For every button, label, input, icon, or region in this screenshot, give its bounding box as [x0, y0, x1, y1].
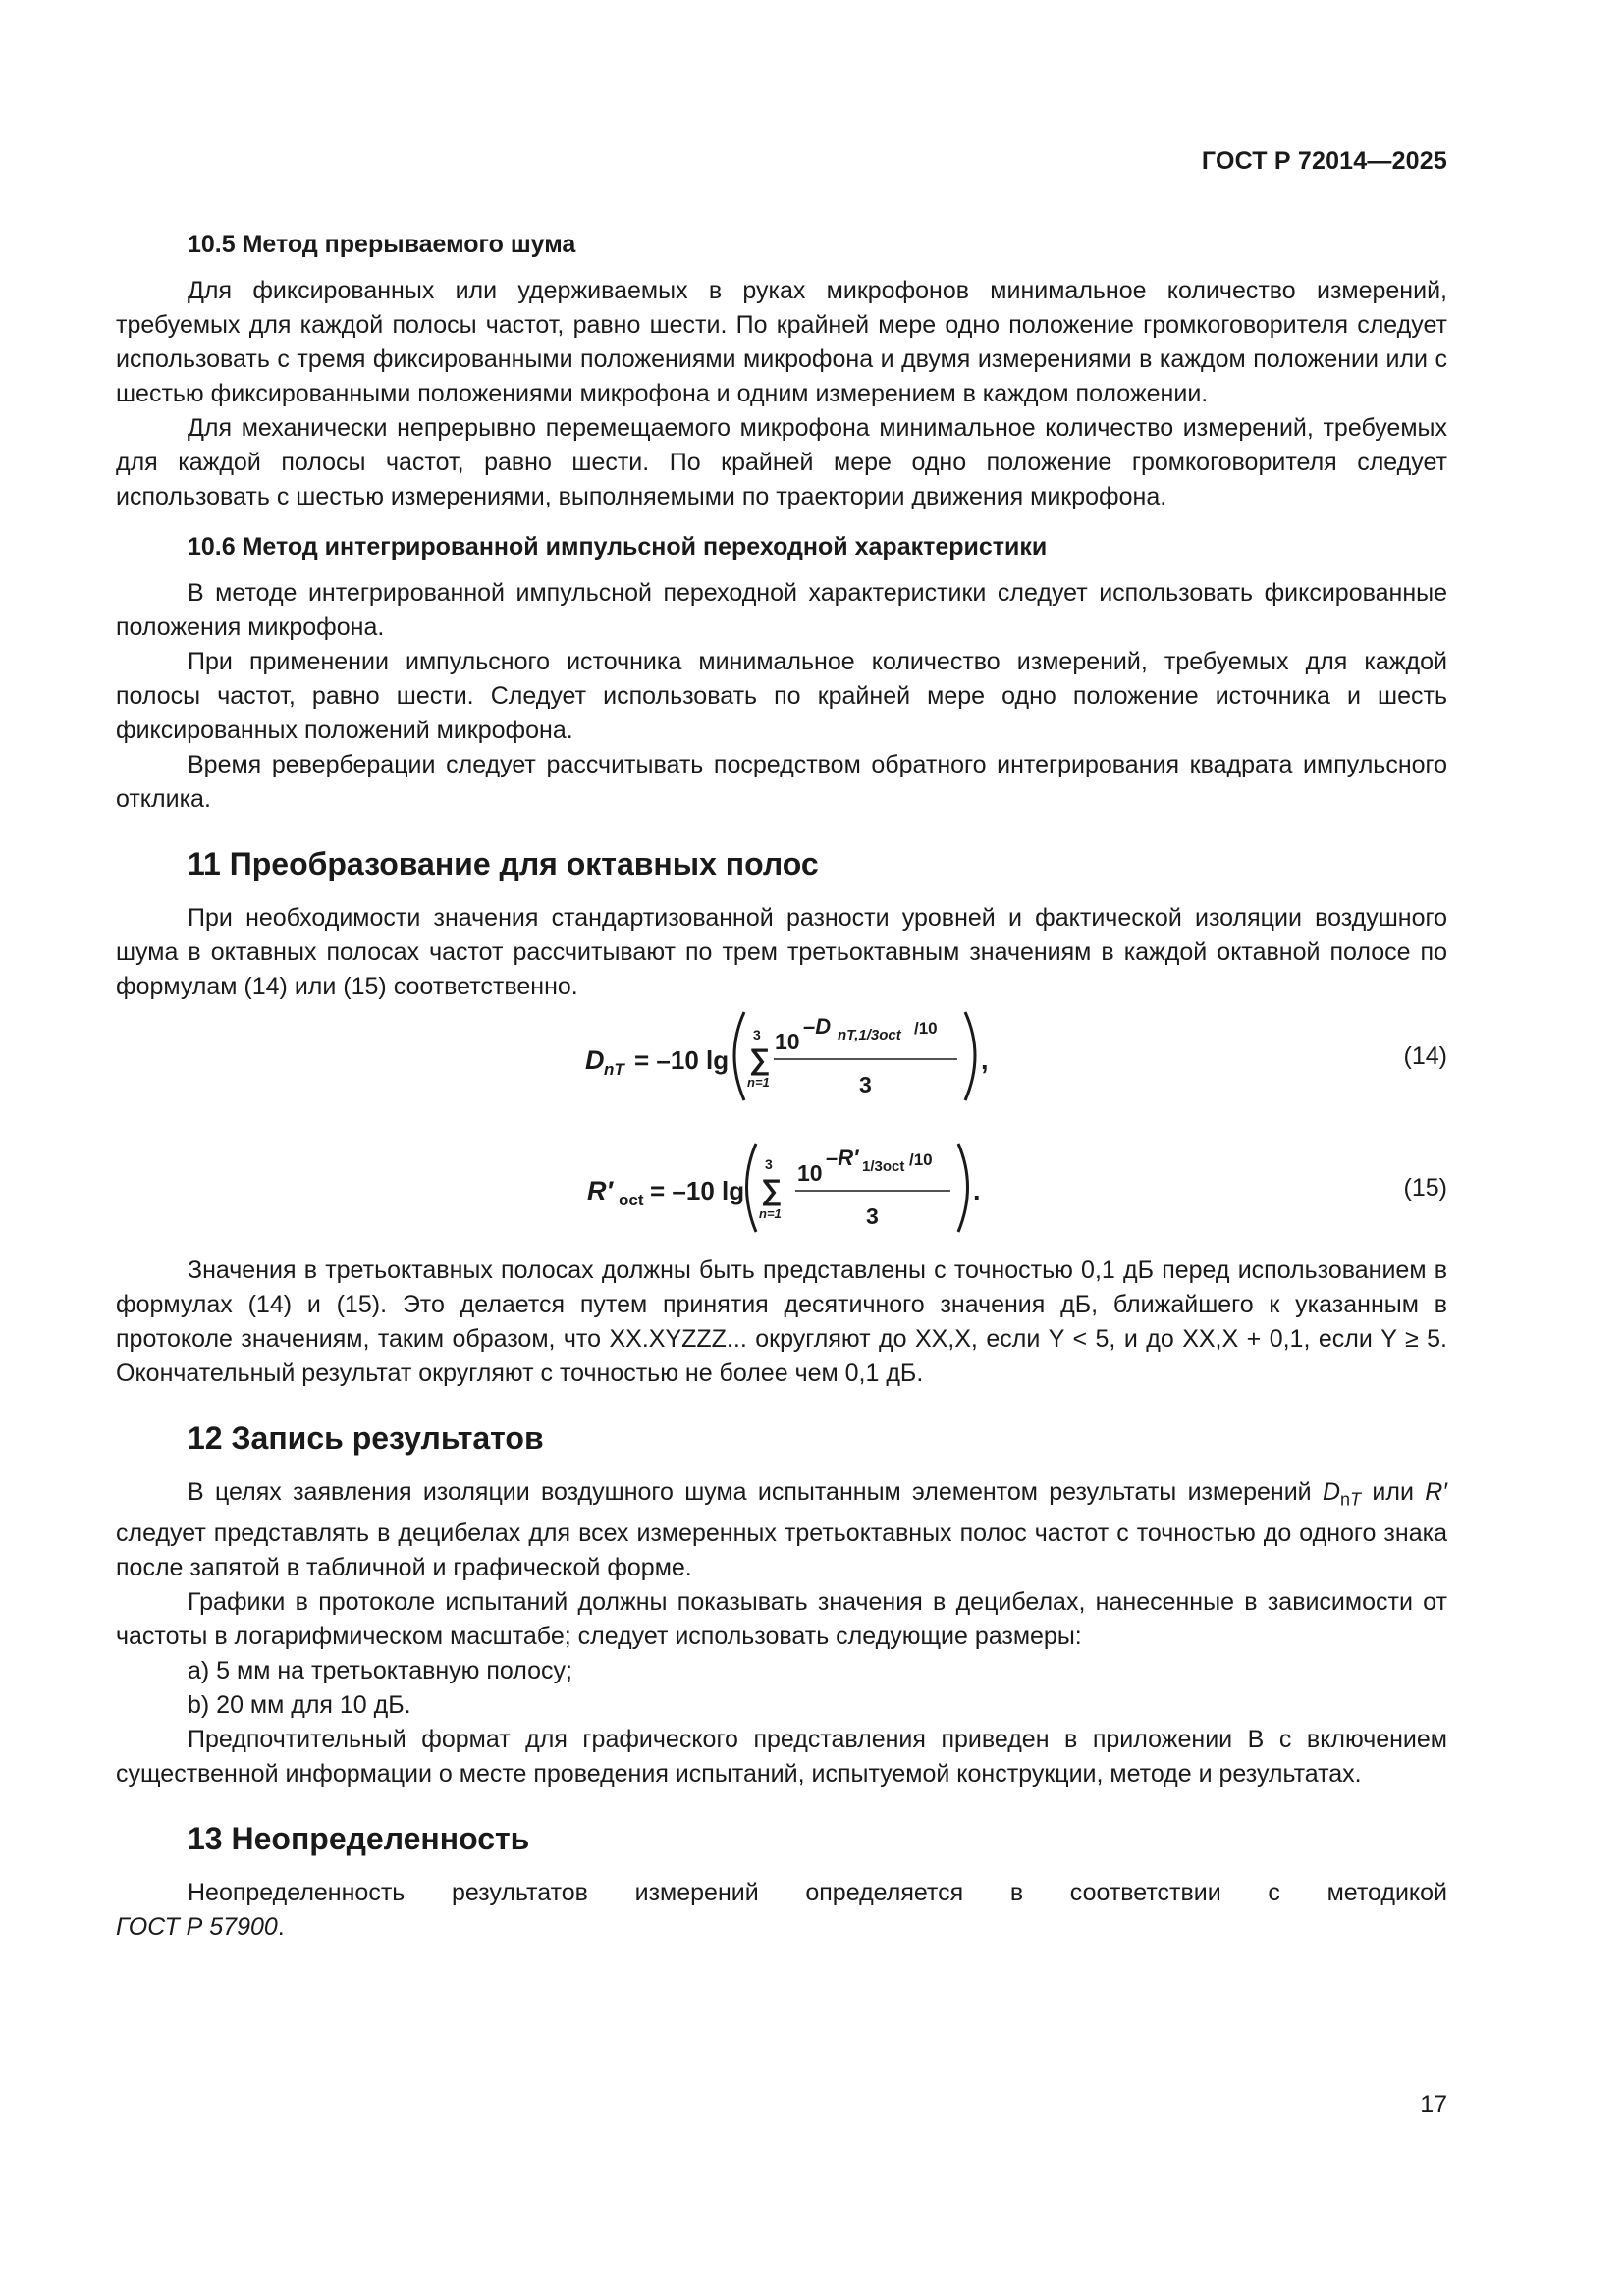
eq14-den: 3 — [859, 1072, 872, 1097]
formula-14-graphic — [116, 1004, 1098, 1110]
eq14-sum-sign: ∑ — [749, 1043, 771, 1076]
symbol-d-sub-t: T — [1350, 1489, 1362, 1510]
paragraph: В методе интегрированной импульсной переходной характеристики следует использовать фиксированные положения микрофона. — [116, 579, 1447, 641]
eq14-exp-div: /10 — [914, 1019, 938, 1038]
list-item-a: а) 5 мм на третьоктавную полосу; — [188, 1657, 572, 1685]
page-number: 17 — [1420, 2091, 1447, 2118]
paragraph-text: В целях заявления изоляции воздушного шума испытанным элементом результаты измерений — [188, 1478, 1312, 1506]
paragraph-text: или — [1361, 1478, 1426, 1506]
list-item-b: b) 20 мм для 10 дБ. — [188, 1691, 411, 1720]
eq14-lhs: D — [585, 1045, 605, 1075]
paragraph: Предпочтительный формат для графического представления приведен в приложении В с включением существенной информации о месте проведения испытаний, испытуемой конструкции, методе и результатах. — [116, 1726, 1447, 1789]
eq15-den: 3 — [866, 1203, 879, 1229]
section-12-title: 12 Запись результатов — [188, 1420, 544, 1456]
page-content — [116, 228, 1447, 1945]
paragraph: Значения в третьоктавных полосах должны быть представлены с точностью 0,1 дБ перед использованием в формулах (14) и (15). Это делается путем принятия десятичного значения дБ, ближайшего к указанным в протоколе значениям, таким образом, что XX.XYZZZ... округляют до XX,X, если Y < 5, и до XX,X + 0,1, если Y ≥ 5. Окончательный результат округляют с точностью не более чем 0,1 дБ. — [116, 1256, 1447, 1387]
eq14-coef: = –10 lg — [634, 1045, 730, 1075]
paragraph — [116, 1475, 1447, 1585]
eq14-left-paren — [734, 1012, 744, 1100]
formula-15-graphic — [116, 1132, 1098, 1240]
eq15-sum-bottom: n=1 — [759, 1206, 782, 1221]
eq15-sum-top: 3 — [765, 1156, 773, 1172]
eq15-tail: . — [973, 1176, 981, 1205]
eq15-exp-div: /10 — [909, 1150, 933, 1169]
document-header: ГОСТ Р 72014—2025 — [1201, 147, 1447, 175]
standard-reference: ГОСТ Р 57900 — [116, 1913, 278, 1942]
eq15-right-paren — [958, 1144, 968, 1232]
eq15-lhs: R′ — [587, 1176, 613, 1205]
section-13-title: 13 Неопределенность — [188, 1821, 530, 1857]
paragraph-text: Неопределенность результатов измерений определяется в соответствии с методикой — [188, 1879, 1447, 1907]
formula-number-15: (15) — [1403, 1174, 1447, 1201]
section-10-5-title: 10.5 Метод прерываемого шума — [188, 231, 576, 258]
formula-number-14: (14) — [1403, 1042, 1447, 1070]
eq15-exp: –R′ — [826, 1146, 859, 1170]
eq15-sum-sign: ∑ — [761, 1174, 783, 1206]
eq14-num: 10 — [775, 1029, 800, 1054]
paragraph: Для механически непрерывно перемещаемого микрофона минимальное количество измерений, требуемых для каждой полосы частот, равно шести. По крайней мере одно положение громкоговорителя следует использовать с шестью измерениями, выполняемыми по траектории движения микрофона. — [116, 414, 1447, 510]
eq15-num: 10 — [797, 1160, 823, 1186]
eq14-lhs-sub: nT — [604, 1060, 624, 1079]
paragraph: Графики в протоколе испытаний должны показывать значения в децибелах, нанесенные в зависимости от частоты в логарифмическом масштабе; следует использовать следующие размеры: — [116, 1588, 1447, 1651]
eq14-sum-top: 3 — [753, 1027, 761, 1042]
section-10-6-title: 10.6 Метод интегрированной импульсной переходной характеристики — [188, 533, 1048, 561]
paragraph: При необходимости значения стандартизованной разности уровней и фактической изоляции воздушного шума в октавных полосах частот рассчитывают по трем третьоктавным значениям в каждой октавной полосе по формулам (14) или (15) соответственно. — [116, 904, 1447, 1000]
paragraph: Для фиксированных или удерживаемых в руках микрофонов минимальное количество измерений, требуемых для каждой полосы частот, равно шести. По крайней мере одно положение громкоговорителя следует использовать с тремя фиксированными положениями микрофона и двумя измерениями в каждом положении или с шестью фиксированными положениями микрофона и одним измерением в каждом положении. — [116, 277, 1447, 407]
paragraph-text: следует представлять в децибелах для всех измеренных третьоктавных полос частот с точностью до одного знака после запятой в табличной и графической форме. — [116, 1520, 1447, 1582]
eq14-exp-sub: nT,1/3oct — [838, 1027, 901, 1043]
eq15-left-paren — [747, 1144, 757, 1232]
paragraph-continuation — [116, 1910, 1447, 1945]
eq14-tail: , — [981, 1045, 989, 1075]
eq14-sum-bottom: n=1 — [747, 1075, 770, 1090]
section-11-title: 11 Преобразование для октавных полос — [188, 846, 819, 881]
eq15-exp-sub: 1/3oct — [862, 1158, 905, 1175]
symbol-d-sub: nT — [1340, 1489, 1362, 1510]
paragraph — [116, 1876, 1447, 1910]
symbol-d: D — [1322, 1478, 1341, 1506]
formula-14 — [116, 1004, 1447, 1110]
paragraph: При применении импульсного источника минимальное количество измерений, требуемых для каждой полосы частот, равно шести. Следует использовать по крайней мере одно положение источника и шесть фиксированных положений микрофона. — [116, 648, 1447, 744]
paragraph: Время реверберации следует рассчитывать посредством обратного интегрирования квадрата импульсного отклика. — [116, 751, 1447, 813]
formula-15 — [116, 1132, 1447, 1240]
eq15-lhs-sub: oct — [619, 1191, 644, 1209]
eq14-right-paren — [965, 1012, 975, 1100]
paragraph-text: . — [277, 1913, 285, 1942]
symbol-r-prime: R′ — [1425, 1478, 1447, 1506]
eq15-coef: = –10 lg — [650, 1176, 745, 1205]
eq14-exp: –D — [803, 1014, 832, 1039]
